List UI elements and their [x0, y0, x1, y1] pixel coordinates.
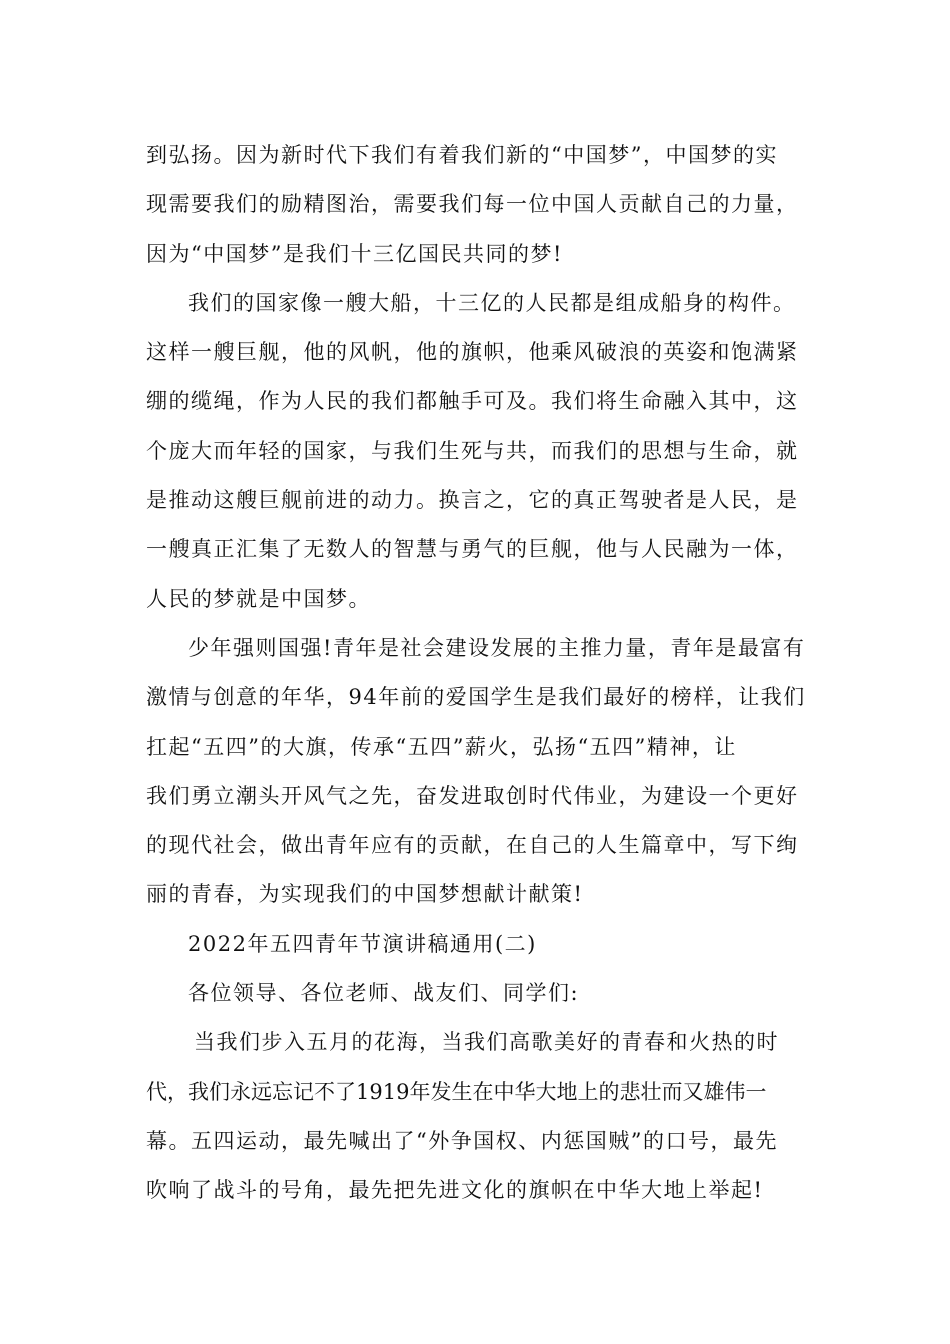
text-line: 绷的缆绳，作为人民的我们都触手可及。我们将生命融入其中，这 [146, 389, 799, 414]
text-line: 到弘扬。因为新时代下我们有着我们新的“中国梦”，中国梦的实 [146, 143, 778, 167]
text-line: 的现代社会，做出青年应有的贡献，在自己的人生篇章中，写下绚 [146, 833, 799, 858]
text-line: 激情与创意的年华，94年前的爱国学生是我们最好的榜样，让我们 [146, 685, 806, 710]
text-line: 人民的梦就是中国梦。 [146, 586, 371, 611]
text-line: 吹响了战斗的号角，最先把先进文化的旗帜在中华大地上举起! [146, 1178, 764, 1203]
text-line: 个庞大而年轻的国家，与我们生死与共，而我们的思想与生命，就 [146, 438, 799, 463]
text-line: 我们勇立潮头开风气之先，奋发进取创时代伟业，为建设一个更好 [146, 783, 799, 808]
salutation [146, 969, 808, 1018]
paragraph-3 [146, 624, 808, 920]
section-heading [146, 920, 808, 969]
text-line: 丽的青春，为实现我们的中国梦想献计献策! [146, 882, 584, 907]
document-body [146, 131, 808, 1216]
text-line: 幕。五四运动，最先喊出了“外争国权、内惩国贼”的口号，最先 [146, 1128, 778, 1153]
text-line: 一艘真正汇集了无数人的智慧与勇气的巨舰，他与人民融为一体， [146, 537, 799, 562]
paragraph-1 [146, 131, 808, 279]
heading-text: 2022年五四青年节演讲稿通用(二) [188, 931, 537, 956]
text-line: 当我们步入五月的花海，当我们高歌美好的青春和火热的时 [194, 1030, 779, 1055]
text-line: 这样一艘巨舰，他的风帆，他的旗帜，他乘风破浪的英姿和饱满紧 [146, 340, 799, 365]
text-line: 扛起“五四”的大旗，传承“五四”薪火，弘扬“五四”精神，让 [146, 734, 737, 759]
text-line: 现需要我们的励精图治，需要我们每一位中国人贡献自己的力量， [146, 192, 799, 217]
text-line: 代，我们永远忘记不了1919年发生在中华大地上的悲壮而又雄伟一 [146, 1079, 767, 1104]
text-line: 我们的国家像一艘大船，十三亿的人民都是组成船身的构件。 [188, 290, 796, 315]
text-line: 少年强则国强!青年是社会建设发展的主推力量，青年是最富有 [188, 635, 806, 660]
paragraph-4 [146, 1018, 808, 1215]
text-line: 因为“中国梦”是我们十三亿国民共同的梦! [146, 241, 563, 266]
salutation-text: 各位领导、各位老师、战友们、同学们: [188, 981, 580, 1006]
paragraph-2 [146, 279, 808, 624]
text-line: 是推动这艘巨舰前进的动力。换言之，它的真正驾驶者是人民，是 [146, 488, 799, 513]
